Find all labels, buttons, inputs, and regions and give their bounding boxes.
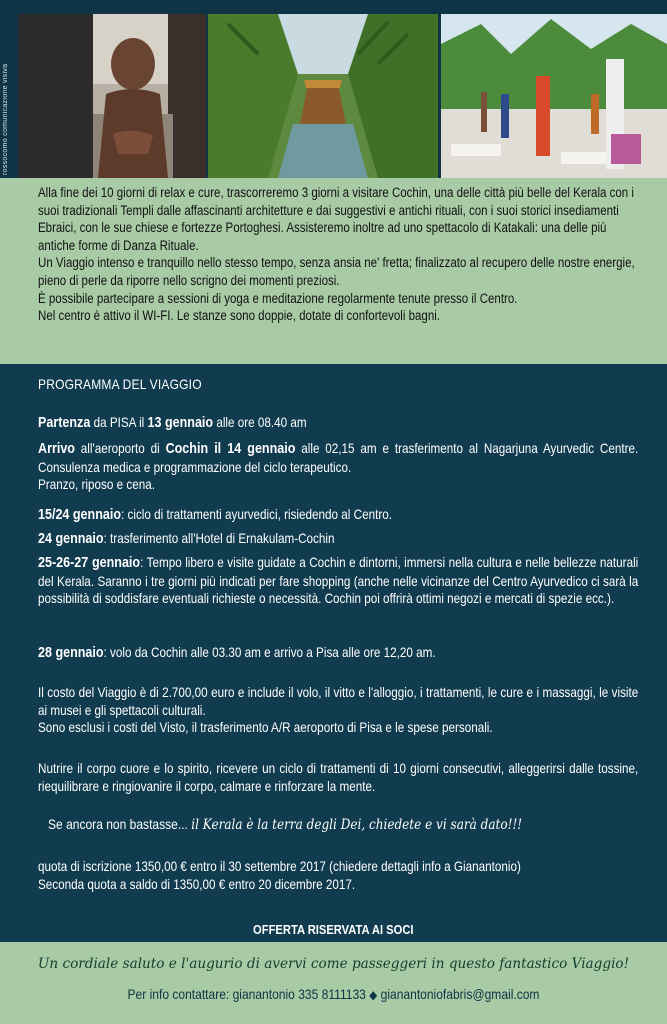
- item-arrivo: [38, 440, 638, 494]
- contact-email[interactable]: gianantoniofabris@gmail.com: [380, 986, 540, 1002]
- bastasse-text: Se ancora non bastasse...: [48, 816, 188, 832]
- offer-text: OFFERTA RISERVATA AI SOCI: [253, 922, 414, 937]
- greeting: Un cordiale saluto e l'augurio di avervi come passeggeri in questo fantastico Viaggio!: [37, 956, 630, 972]
- diamond-icon: ◆: [369, 988, 378, 1002]
- item-partenza: [38, 414, 638, 433]
- partenza-label: Partenza: [38, 415, 91, 431]
- quota-paragraph: [38, 858, 638, 893]
- intro-paragraph-3: È possibile partecipare a sessioni di yoga e meditazione regolarmente tenute presso il Centro.: [38, 290, 518, 306]
- footer-section: [0, 942, 667, 1024]
- contact-prefix: Per info contattare: gianantonio 335 8111133: [127, 986, 366, 1002]
- photo-yoga: [441, 14, 667, 178]
- item-15-24: [38, 506, 638, 525]
- partenza-text-2: alle ore 08.40 am: [213, 415, 307, 430]
- cost-text: Il costo del Viaggio è di 2.700,00 euro e include il volo, il vitto e l'alloggio, i trattamenti, le cure e i massaggi, le visite ai musei e gli spettacoli culturali.: [38, 685, 639, 718]
- cost-paragraph: [38, 684, 638, 737]
- photo-child: [18, 14, 206, 178]
- intro-paragraph-1: Alla fine dei 10 giorni di relax e cure, trascorreremo 3 giorni a visitare Cochin, una delle città più belle del Kerala con i suoi tradizionali Templi dalle affascinanti architetture e dai suggestivi e antichi rituali, con i suoi storici insediamenti Ebraici, con le sue chiese e fortezze Portoghesi. Assisteremo inoltre ad uno spettacolo di Katakali: una delle più antiche forme di Danza Rituale.: [38, 185, 634, 253]
- item-28: [38, 644, 638, 663]
- item-25-27: [38, 554, 638, 608]
- offer-heading: [0, 922, 667, 937]
- partenza-date: 13 gennaio: [147, 415, 214, 431]
- photo-credit: rossocomo comunicazione visiva: [2, 63, 9, 175]
- d28-text: : volo da Cochin alle 03.30 am e arrivo a Pisa alle ore 12,20 am.: [103, 645, 436, 660]
- item-24: [38, 530, 638, 549]
- quota-2: Seconda quota a saldo di 1350,00 € entro 20 dicembre 2017.: [38, 876, 356, 892]
- intro-text: [38, 184, 638, 325]
- arrivo-text-1: all'aeroporto di: [74, 441, 166, 456]
- d15-label: 15/24 gennaio: [38, 507, 122, 523]
- d28-label: 28 gennaio: [38, 645, 104, 661]
- photo-strip: [0, 0, 667, 178]
- arrivo-date: Cochin il 14 gennaio: [165, 441, 296, 457]
- arrivo-label: Arrivo: [38, 441, 75, 457]
- d25-label: 25-26-27 gennaio: [38, 555, 141, 571]
- partenza-text-1: da PISA il: [90, 415, 148, 430]
- d24-text: : trasferimento all'Hotel di Ernakulam-Cochin: [103, 531, 335, 546]
- bastasse-line: [48, 816, 648, 835]
- arrivo-text-3: Pranzo, riposo e cena.: [38, 477, 155, 493]
- excluded-text: Sono esclusi i costi del Visto, il trasferimento A/R aeroporto di Pisa e le spese personali.: [38, 720, 493, 736]
- programme-section: [0, 364, 667, 942]
- intro-paragraph-2: Un Viaggio intenso e tranquillo nello stesso tempo, senza ansia ne' fretta; finalizzato al recupero delle nostre energie, pieno di perle da riporre nello scrigno dei momenti preziosi.: [38, 255, 635, 288]
- d24-label: 24 gennaio: [38, 531, 104, 547]
- contact-line: [0, 986, 667, 1002]
- kerala-text: il Kerala è la terra degli Dei, chiedete e vi sarà dato!!!: [191, 817, 523, 833]
- photo-houseboat: [208, 14, 438, 178]
- intro-paragraph-4: Nel centro è attivo il WI-FI. Le stanze sono doppie, dotate di confortevoli bagni.: [38, 308, 441, 324]
- programme-title: PROGRAMMA DEL VIAGGIO: [38, 376, 202, 392]
- intro-section: [0, 178, 667, 364]
- d15-text: : ciclo di trattamenti ayurvedici, risiedendo al Centro.: [121, 507, 392, 522]
- quota-1: quota di iscrizione 1350,00 € entro il 30 settembre 2017 (chiedere dettagli info a Gianantonio): [38, 859, 521, 874]
- nutrire-paragraph: Nutrire il corpo cuore e lo spirito, ricevere un ciclo di trattamenti di 10 giorni consecutivi, alleggerirsi dalle tossine, riequilibrare e ringiovanire il corpo, calmare e rinforzare la mente.: [38, 761, 639, 794]
- d25-text: : Tempo libero e visite guidate a Cochin e dintorni, immersi nella cultura e nelle bellezze naturali del Kerala. Saranno i tre giorni più indicati per fare shopping (anche nelle vicinanze del Centro Ayurvedico ci sarà la possibilità di soddisfare eventuali richieste o necessità. Cochin poi offrirà ottimi negozi e mercati di spezie ecc.).: [38, 555, 639, 607]
- arrivo-text-2: alle 02,15 am e trasferimento al Nagarjuna Ayurvedic Centre. Consulenza medica e programmazione del ciclo terapeutico.: [38, 441, 639, 475]
